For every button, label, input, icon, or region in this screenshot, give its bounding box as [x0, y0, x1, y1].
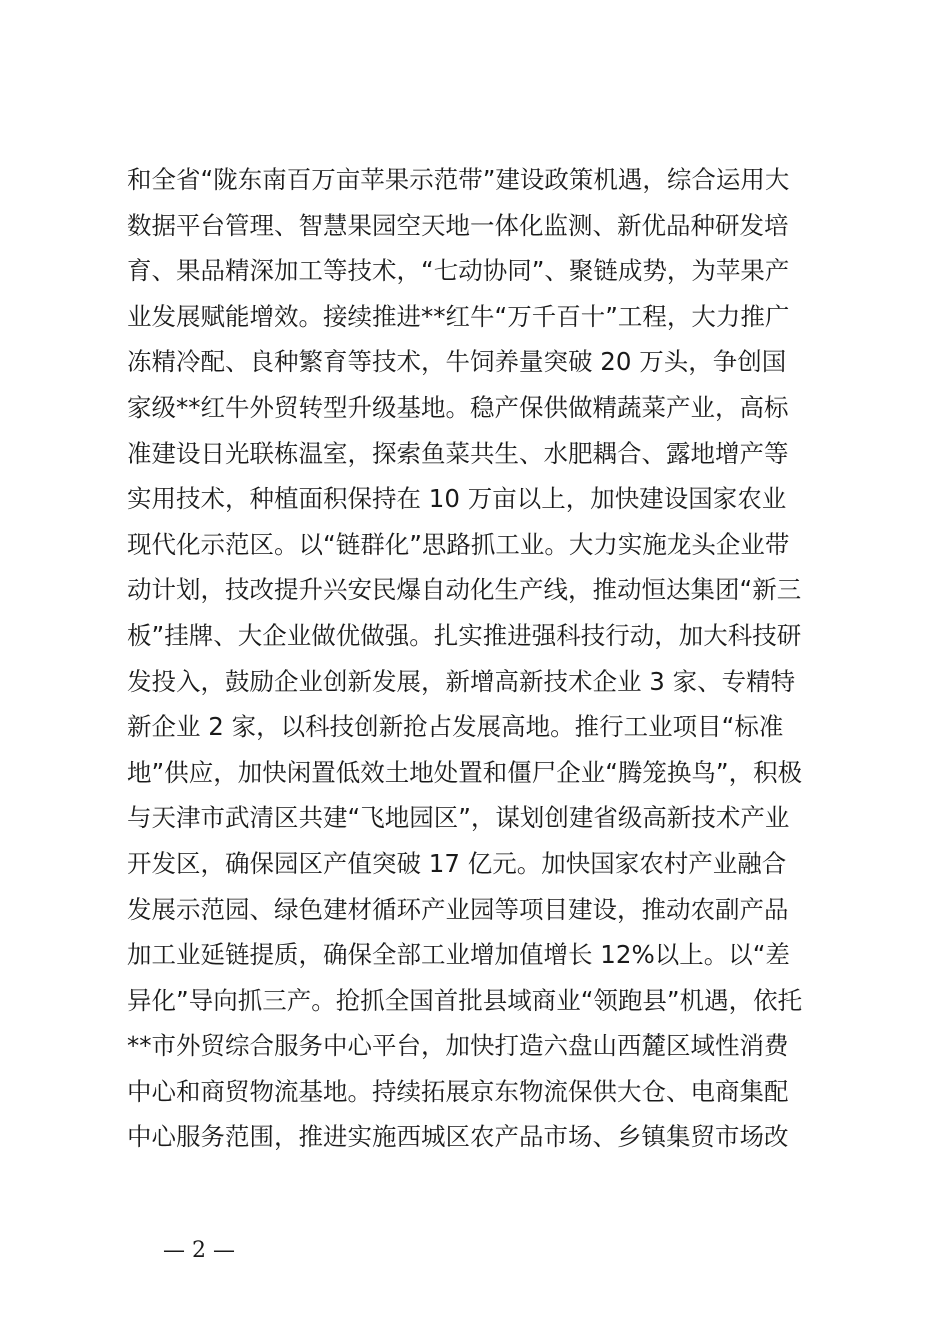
text-line: 冻精冷配、良种繁育等技术，牛饲养量突破 20 万头，争创国	[127, 347, 787, 377]
text-line: 新企业 2 家，以科技创新抢占发展高地。推行工业项目“标准	[127, 712, 784, 742]
text-line: 家级**红牛外贸转型升级基地。稳产保供做精蔬菜产业，高标	[127, 392, 789, 422]
text-line: 准建设日光联栋温室，探索鱼菜共生、水肥耦合、露地增产等	[127, 438, 789, 468]
text-line: 中心服务范围，推进实施西城区农产品市场、乡镇集贸市场改	[127, 1122, 789, 1152]
text-line: 实用技术，种植面积保持在 10 万亩以上，加快建设国家农业	[127, 484, 787, 514]
text-line: 动计划，技改提升兴安民爆自动化生产线，推动恒达集团“新三	[127, 575, 802, 605]
text-line: 现代化示范区。以“链群化”思路抓工业。大力实施龙头企业带	[127, 529, 790, 559]
text-line: 与天津市武清区共建“飞地园区”，谋划创建省级高新技术产业	[127, 803, 790, 833]
text-line: 板”挂牌、大企业做优做强。扎实推进强科技行动，加大科技研	[127, 620, 802, 650]
text-line: 和全省“陇东南百万亩苹果示范带”建设政策机遇，综合运用大	[127, 165, 790, 194]
text-line: 加工业延链提质，确保全部工业增加值增长 12%以上。以“差	[127, 940, 790, 970]
text-line: 开发区，确保园区产值突破 17 亿元。加快国家农村产业融合	[127, 848, 787, 878]
text-line: 发展示范园、绿色建材循环产业园等项目建设，推动农副产品	[127, 894, 789, 924]
body-text	[127, 157, 847, 1160]
page-number: — 2 —	[163, 1238, 235, 1263]
text-line: 业发展赋能增效。接续推进**红牛“万千百十”工程，大力推广	[127, 301, 790, 331]
text-line: **市外贸综合服务中心平台，加快打造六盘山西麓区域性消费	[127, 1031, 789, 1061]
text-line: 中心和商贸物流基地。持续拓展京东物流保供大仓、电商集配	[127, 1076, 789, 1106]
text-line: 地”供应，加快闲置低效土地处置和僵尸企业“腾笼换鸟”，积极	[127, 757, 803, 787]
text-line: 异化”导向抓三产。抢抓全国首批县域商业“领跑县”机遇，依托	[127, 985, 803, 1015]
text-line: 数据平台管理、智慧果园空天地一体化监测、新优品种研发培	[127, 210, 789, 240]
text-line: 发投入，鼓励企业创新发展，新增高新技术企业 3 家、专精特	[127, 666, 796, 696]
text-line: 育、果品精深加工等技术，“七动协同”、聚链成势，为苹果产	[127, 256, 790, 286]
